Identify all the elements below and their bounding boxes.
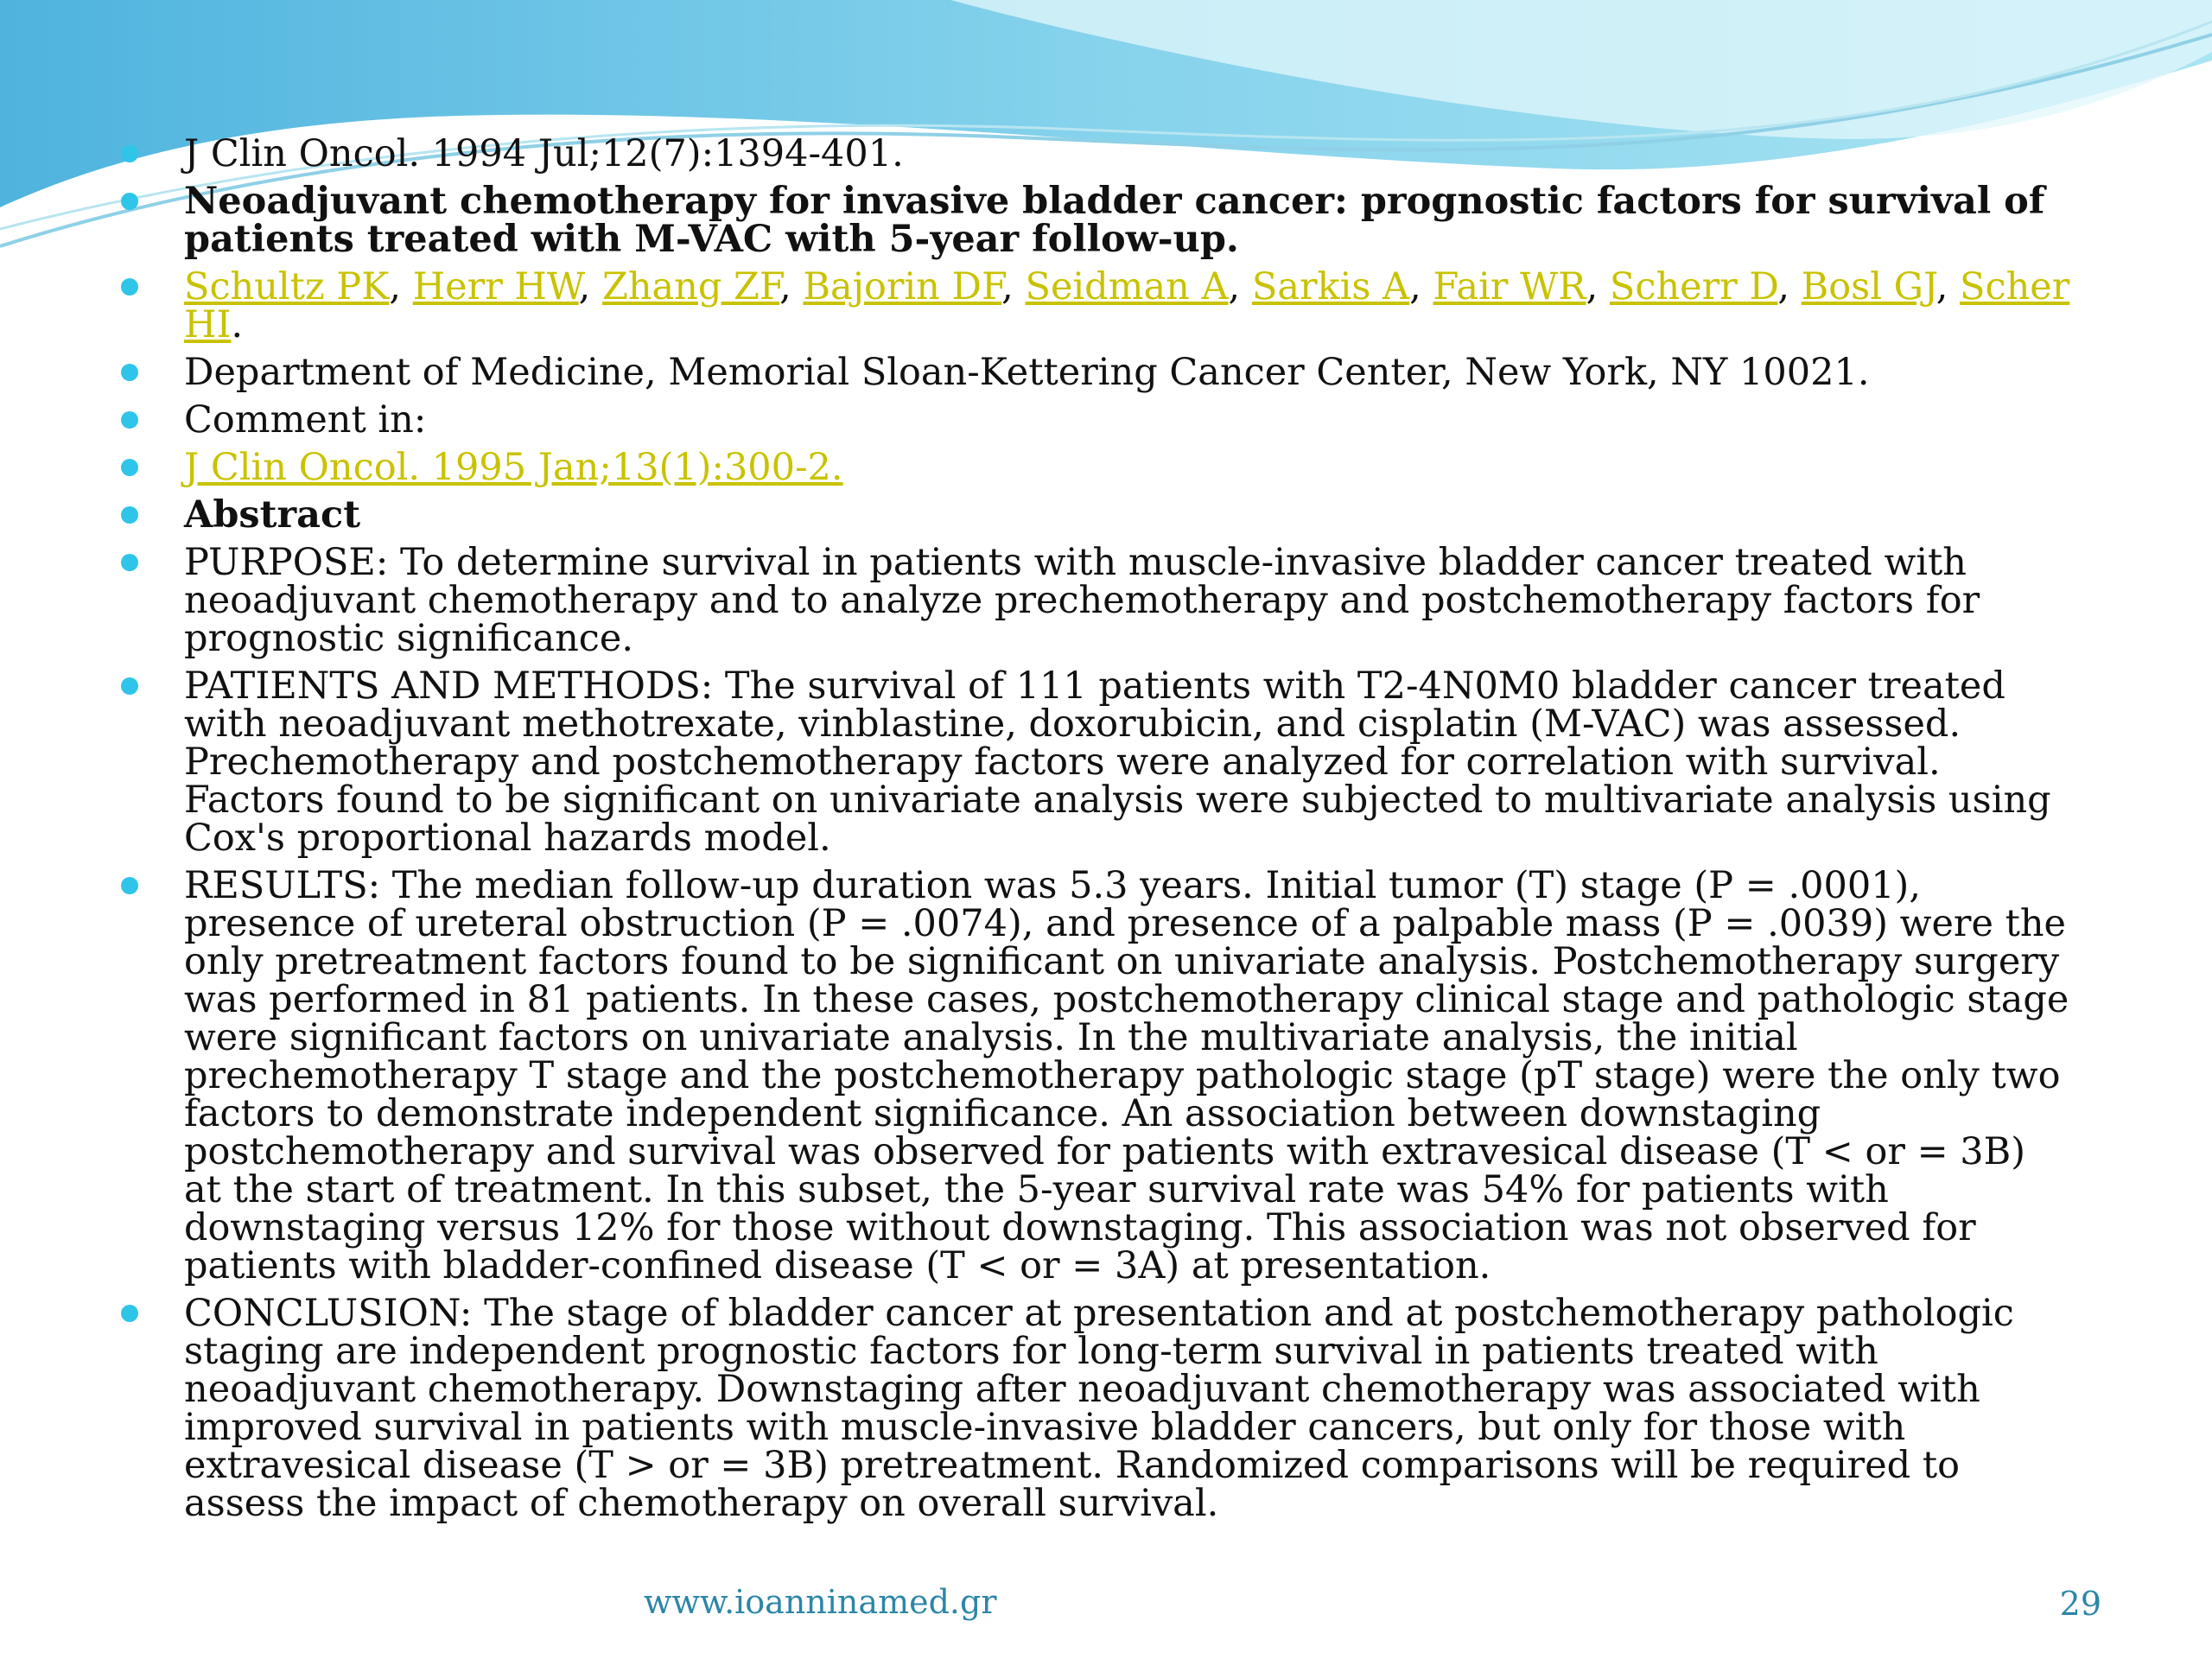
abstract-results — [121, 864, 2074, 1287]
author-link[interactable]: Fair WR — [1433, 265, 1586, 308]
author-link[interactable]: Sarkis A — [1251, 265, 1410, 308]
article-title — [121, 180, 2074, 261]
author-link[interactable]: Zhang ZF — [601, 265, 780, 308]
comment-link-item — [121, 446, 2074, 489]
comment-label — [121, 398, 2074, 442]
slide-content — [121, 132, 2074, 1532]
author-link[interactable]: Scher HI — [184, 265, 2070, 346]
author-separator: . — [231, 303, 244, 346]
affiliation — [121, 351, 2074, 394]
abstract-results-text: RESULTS: The median follow-up duration was 5.3 years. Initial tumor (T) stage (P = .0001), presence of ureteral obstruction (P = .0074), and presence of a palpable mass (P = .0039) were the only pretreatment factors found to be significant on univariate analysis. Postchemotherapy surgery was performed in 81 patients. In these cases, postchemotherapy clinical stage and pathologic stage were significant factors on univariate analysis. In the multivariate analysis, the initial prechemotherapy T stage and the postchemotherapy pathologic stage (pT stage) were the only two factors to demonstrate independent significance. An association between downstaging postchemotherapy and survival was observed for patients with extravesical disease (T < or = 3B) at the start of treatment. In this subset, the 5-year survival rate was 54% for patients with downstaging versus 12% for those without downstaging. This association was not observed for patients with bladder-confined disease (T < or = 3A) at presentation. — [184, 864, 2069, 1287]
page-number: 29 — [2059, 1585, 2101, 1623]
author-link[interactable]: Schultz PK — [184, 265, 390, 308]
author-link[interactable]: Scherr D — [1609, 265, 1778, 308]
abstract-conclusion — [121, 1292, 2074, 1525]
journal-citation-text: J Clin Oncol. 1994 Jul;12(7):1394-401. — [184, 132, 904, 175]
abstract-heading — [121, 493, 2074, 537]
abstract-methods-text: PATIENTS AND METHODS: The survival of 111 patients with T2-4N0M0 bladder cancer treated with neoadjuvant methotrexate, vinblastine, doxorubicin, and cisplatin (M-VAC) was assessed. Prechemotherapy and postchemotherapy factors were analyzed for correlation with survival. Factors found to be significant on univariate analysis were subjected to multivariate analysis using Cox's proportional hazards model. — [184, 664, 2051, 860]
footer-url[interactable]: www.ioanninamed.gr — [644, 1583, 997, 1621]
author-link[interactable]: Bosl GJ — [1801, 265, 1936, 308]
author-separator: , — [1228, 265, 1252, 308]
author-link[interactable]: Herr HW — [412, 265, 579, 308]
abstract-methods — [121, 664, 2074, 860]
comment-label-text: Comment in: — [184, 398, 427, 442]
author-separator: , — [1586, 265, 1610, 308]
comment-link[interactable]: J Clin Oncol. 1995 Jan;13(1):300-2. — [184, 446, 843, 489]
journal-citation — [121, 132, 2074, 175]
abstract-conclusion-text: CONCLUSION: The stage of bladder cancer at presentation and at postchemotherapy pathologic staging are independent prognostic factors for long-term survival in patients treated with neoadjuvant chemotherapy. Downstaging after neoadjuvant chemotherapy was associated with improved survival in patients with muscle-invasive bladder cancers, but only for those with extravesical disease (T > or = 3B) pretreatment. Randomized comparisons will be required to assess the impact of chemotherapy on overall survival. — [184, 1292, 2014, 1525]
author-list — [121, 265, 2074, 346]
author-links — [184, 265, 2069, 346]
abstract-heading-text: Abstract — [184, 493, 361, 537]
author-separator: , — [779, 265, 804, 308]
author-separator: , — [389, 265, 413, 308]
author-separator: , — [1001, 265, 1026, 308]
author-link[interactable]: Seidman A — [1025, 265, 1229, 308]
author-separator: , — [1936, 265, 1961, 308]
article-title-text: Neoadjuvant chemotherapy for invasive bladder cancer: prognostic factors for survival of patients treated with M-VAC with 5-year follow-up. — [184, 180, 2045, 261]
author-separator: , — [1777, 265, 1802, 308]
author-link[interactable]: Bajorin DF — [803, 265, 1002, 308]
author-separator: , — [578, 265, 602, 308]
bullet-list — [121, 132, 2074, 1525]
author-separator: , — [1409, 265, 1433, 308]
abstract-purpose — [121, 543, 2074, 658]
abstract-purpose-text: PURPOSE: To determine survival in patients with muscle-invasive bladder cancer treated with neoadjuvant chemotherapy and to analyze prechemotherapy and postchemotherapy factors for prognostic significance. — [184, 541, 1980, 660]
affiliation-text: Department of Medicine, Memorial Sloan-Kettering Cancer Center, New York, NY 10021. — [184, 351, 1870, 394]
